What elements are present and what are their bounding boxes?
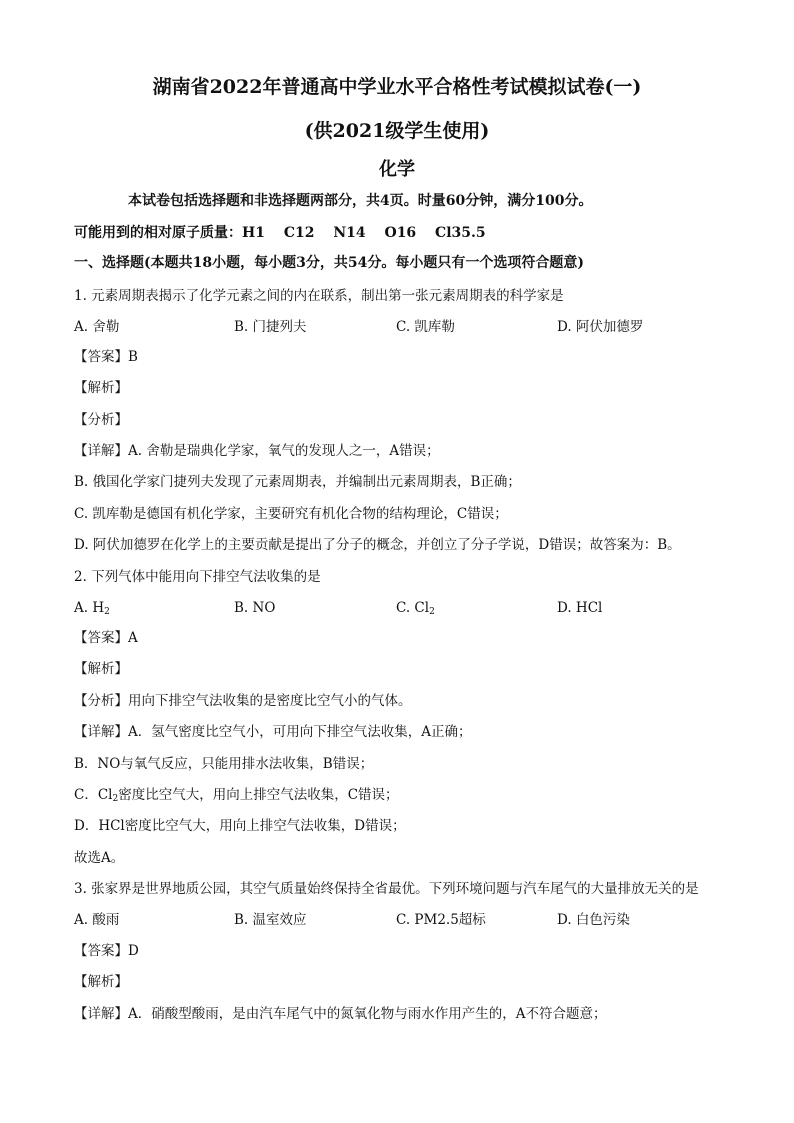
q1-option-d: D. 阿伏加德罗 — [557, 319, 644, 335]
question-2-stem: 2. 下列气体中能用向下排空气法收集的是 — [74, 569, 321, 585]
page-title: 湖南省2022年普通高中学业水平合格性考试模拟试卷(一) — [152, 76, 642, 98]
q3-answer: 【答案】D — [74, 943, 139, 959]
q1-detail-b: B. 俄国化学家门捷列夫发现了元素周期表，并编制出元素周期表，B正确； — [74, 474, 521, 490]
q1-option-a: A. 舍勒 — [74, 319, 120, 335]
q1-option-b: B. 门捷列夫 — [234, 319, 307, 335]
q3-option-c: C. PM2.5超标 — [396, 912, 486, 928]
q2-jiexi-label: 【解析】 — [74, 661, 128, 677]
question-3-stem: 3. 张家界是世界地质公园，其空气质量始终保持全省最优。下列环境问题与汽车尾气的大量排放无关的是 — [74, 881, 699, 897]
q3-detail-a: 【详解】A．硝酸型酸雨，是由汽车尾气中的氮氧化物与雨水作用产生的，A不符合题意； — [74, 1006, 607, 1022]
q3-option-d: D. 白色污染 — [557, 912, 630, 928]
q1-detail-d: D. 阿伏加德罗在化学上的主要贡献是提出了分子的概念，并创立了分子学说，D错误；故答案为：B。 — [74, 537, 681, 553]
q1-option-c: C. 凯库勒 — [396, 319, 455, 335]
question-1-stem: 1. 元素周期表揭示了化学元素之间的内在联系，制出第一张元素周期表的科学家是 — [74, 288, 564, 304]
q2-conclusion: 故选A。 — [74, 850, 125, 866]
q2-option-d: D. HCl — [557, 600, 603, 616]
q3-option-b: B. 温室效应 — [234, 912, 307, 928]
q2-answer: 【答案】A — [74, 630, 138, 646]
q1-jiexi-label: 【解析】 — [74, 380, 128, 396]
q2-detail-a: 【详解】A．氢气密度比空气小，可用向下排空气法收集，A正确； — [74, 724, 472, 740]
exam-note: 本试卷包括选择题和非选择题两部分，共4页。时量60分钟，满分100分。 — [128, 193, 593, 209]
atomic-masses: 可能用到的相对原子质量：H1 C12 N14 O16 Cl35.5 — [74, 225, 486, 241]
q3-jiexi-label: 【解析】 — [74, 974, 128, 990]
q2-fenxi: 【分析】用向下排空气法收集的是密度比空气小的气体。 — [74, 693, 412, 709]
q1-answer: 【答案】B — [74, 349, 138, 365]
q1-detail-c: C. 凯库勒是德国有机化学家，主要研究有机化合物的结构理论，C错误； — [74, 506, 508, 522]
q3-option-a: A. 酸雨 — [74, 912, 120, 928]
page-subtitle: (供2021级学生使用) — [304, 120, 490, 142]
q2-option-a: A. $H_2$ — [74, 600, 110, 617]
q2-detail-c: C．$Cl_2$密度比空气大，用向上排空气法收集，C错误； — [74, 787, 399, 804]
subject-heading: 化学 — [379, 159, 415, 180]
section-heading: 一、选择题(本题共18小题，每小题3分，共54分。每小题只有一个选项符合题意) — [74, 255, 584, 271]
q2-option-c: C. $Cl_2$ — [396, 600, 435, 617]
q1-detail-a: 【详解】A. 舍勒是瑞典化学家，氧气的发现人之一，A错误； — [74, 443, 440, 459]
q2-option-b: B. NO — [234, 600, 276, 616]
q2-detail-b: B．NO与氧气反应，只能用排水法收集，B错误； — [74, 756, 374, 772]
q1-fenxi-label: 【分析】 — [74, 412, 128, 428]
q2-detail-d: D．HCl密度比空气大，用向上排空气法收集，D错误； — [74, 818, 406, 834]
